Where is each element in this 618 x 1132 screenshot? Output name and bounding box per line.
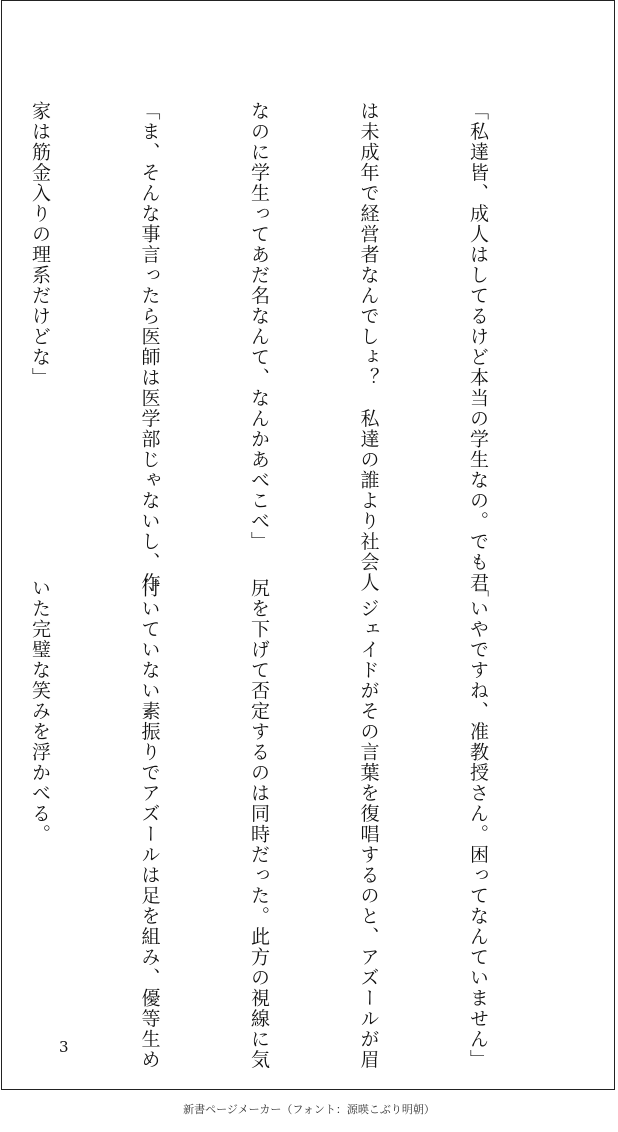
text-line: 「いやですね、准教授さん。困ってなんていません」 [467, 578, 489, 1070]
page-frame [1, 0, 615, 1090]
text-line: 尻を下げて否定するのは同時だった。此方の視線に気 [248, 578, 270, 1070]
text-line: 家は筋金入りの理系だけどな」 [29, 101, 51, 388]
text-line: 付いていない素振りでアズールは足を組み、優等生め [138, 578, 161, 1070]
text-block-bottom [29, 578, 569, 1070]
footer-caption: 新書ページメーカー（フォント：源暎こぶり明朝） [183, 1103, 435, 1116]
text-block-top [29, 101, 569, 593]
text-line: いた完璧な笑みを浮かべる。 [29, 578, 51, 845]
text-line: 「ま、そんな事言ったら医師は医学部じゃないし、作 [138, 101, 161, 593]
page-number: 3 [59, 1038, 69, 1056]
text-line: 「私達皆、成人はしてるけど本当の学生なの。でも君 [467, 101, 489, 593]
text-line: なのに学生ってあだ名なんて、なんかあべこべ」 [248, 101, 270, 552]
text-line: は未成年で経営者なんでしょ？ 私達の誰より社会人 [357, 101, 380, 593]
text-line: ジェイドがその言葉を復唱するのと、アズールが眉 [357, 578, 380, 1070]
